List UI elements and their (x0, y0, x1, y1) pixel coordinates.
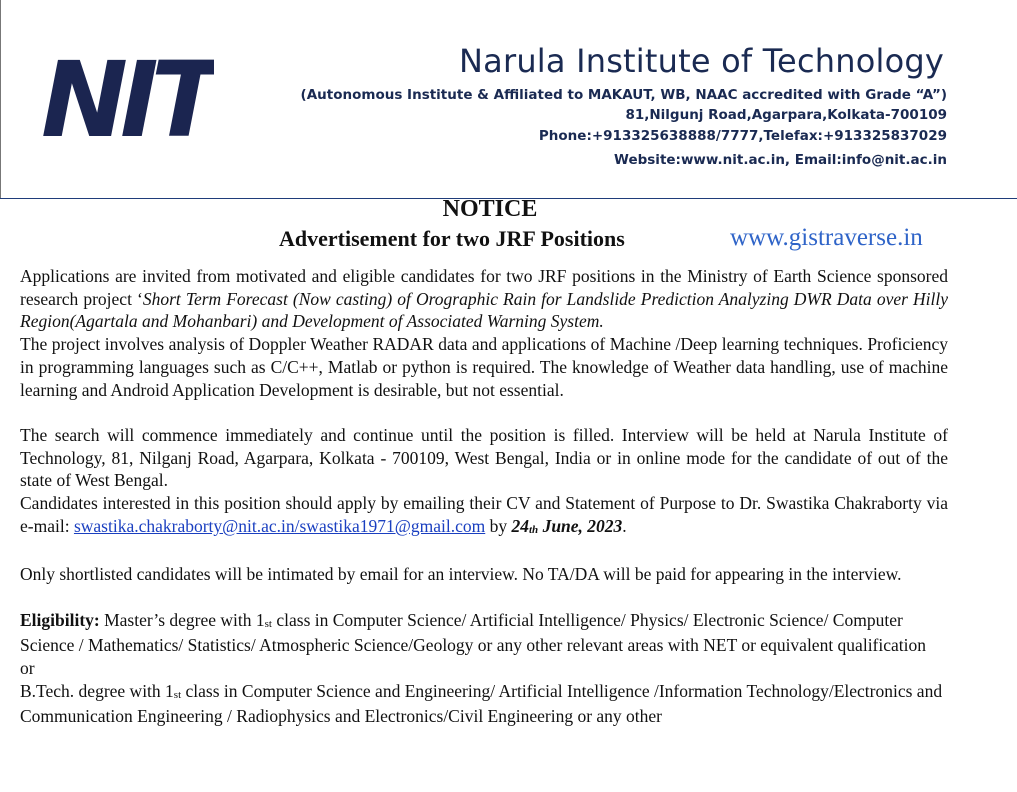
notice-title: NOTICE (442, 196, 538, 222)
nit-logo (39, 46, 214, 146)
or-separator: or (20, 657, 35, 678)
paragraph-project: The project involves analysis of Doppler Weather RADAR data and applications of Machine /Deep learning techniques. Proficiency in programming languages such as C/C++, Matlab or python is required. The knowledge of Weather data handling, use of machine learning and Android Application Development is desirable, but not essential. (20, 334, 948, 400)
letterhead (0, 0, 1017, 198)
website-line: Website:www.nit.ac.in, Email:info@nit.ac.in (614, 152, 947, 168)
paragraph-apply: Candidates interested in this position should apply by emailing their CV and Statement of Purpose to Dr. Swastika Chakraborty via e-mail: swastika.chakraborty@nit.ac.in/swastika1971@gmail.com by $24_{th}$ June, 2023. (20, 493, 948, 536)
paragraph-interview: The search will commence immediately and continue until the position is filled. Interview will be held at Narula Institute of Technology, 81, Nilganj Road, Agarpara, Kolkata - 700109, West Bengal, India or in online mode for the candidate of out of the state of West Bengal. (20, 424, 948, 491)
institute-name: Narula Institute of Technology (459, 42, 944, 80)
paragraph-shortlist: Only shortlisted candidates will be intimated by email for an interview. No TA/DA will be paid for appearing in the interview. (20, 564, 902, 585)
logo-text: NIT (41, 46, 214, 146)
advertisement-title: Advertisement for two JRF Positions (279, 226, 625, 251)
watermark-text: www.gistraverse.in (730, 224, 923, 251)
paragraph-intro: Applications are invited from motivated and eligible candidates for two JRF positions in the Ministry of Earth Science sponsored research project ‘Short Term Forecast (Now casting) of Orographic Rain for Landslide Prediction Analyzing DWR Data over Hilly Region(Agartala and Mohanbari) and Development of Associated Warning System. (20, 266, 948, 332)
email-link[interactable]: swastika.chakraborty@nit.ac.in/swastika1971@gmail.com (73, 515, 486, 536)
address-line: 81,Nilgunj Road,Agarpara,Kolkata-700109 (625, 107, 947, 123)
paragraph-eligibility: Eligibility: Master’s degree with $1_{st}$ class in Computer Science/ Artificial Intelligence/ Physics/ Electronic Science/ Computer Science / Mathematics/ Statistics/ Atmospheric Science/Geology or any other relevant areas with NET or equivalent qualification (20, 609, 927, 656)
affiliation-line: (Autonomous Institute & Affiliated to MAKAUT, WB, NAAC accredited with Grade “A”) (300, 87, 947, 103)
notice-body (20, 265, 948, 728)
phone-line: Phone:+913325638888/7777,Telefax:+913325837029 (538, 128, 947, 144)
eligibility-label: Eligibility: (20, 609, 100, 630)
paragraph-btech: B.Tech. degree with $1_{st}$ class in Computer Science and Engineering/ Artificial Intelligence /Information Technology/Electronics and Communication Engineering / Radiophysics and Electronics/Civil Engineering or any other (20, 680, 943, 727)
